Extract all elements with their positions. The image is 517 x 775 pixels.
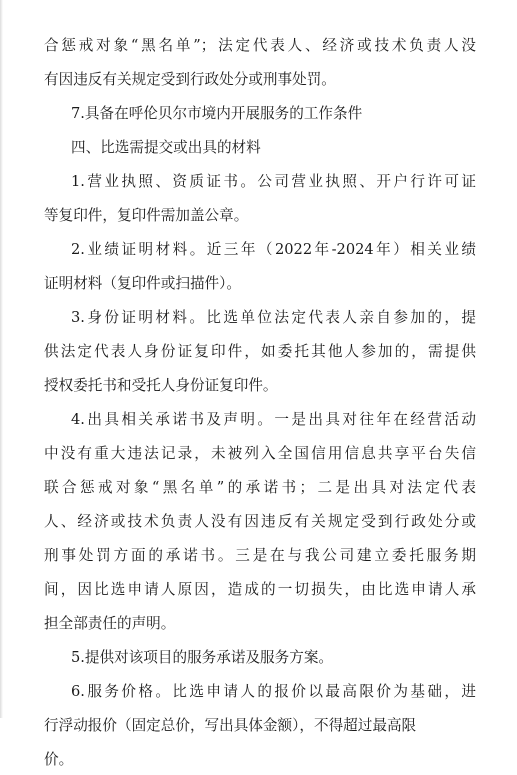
text-line-17: 间，因比选申请人原因，造成的一切损失，由比选申请人承 bbox=[44, 581, 476, 598]
text-line-16: 刑事处罚方面的承诺书。三是在与我公司建立委托服务期 bbox=[44, 547, 476, 564]
text-line-10: 供法定代表人身份证复印件，如委托其他人参加的，需提供 bbox=[44, 343, 476, 360]
text-line-13: 中没有重大违法记录，未被列入全国信用信息共享平台失信 bbox=[44, 445, 476, 462]
text-line-7: 2.业绩证明材料。近三年（2022年-2024年）相关业绩 bbox=[71, 241, 476, 258]
text-line-18: 担全部责任的声明。 bbox=[44, 615, 176, 632]
text-line-5: 1.营业执照、资质证书。公司营业执照、开户行许可证 bbox=[71, 173, 476, 190]
text-line-3: 7.具备在呼伦贝尔市境内开展服务的工作条件 bbox=[71, 105, 363, 122]
text-line-2: 有因违反有关规定受到行政处分或刑事处罚。 bbox=[44, 71, 336, 88]
text-line-20: 6.服务价格。比选申请人的报价以最高限价为基础，进 bbox=[71, 683, 476, 700]
text-line-1: 合惩戒对象“黑名单”；法定代表人、经济或技术负责人没 bbox=[44, 37, 476, 54]
text-line-14: 联合惩戒对象“黑名单”的承诺书；二是出具对法定代表 bbox=[44, 479, 476, 496]
text-line-9: 3.身份证明材料。比选单位法定代表人亲自参加的，提 bbox=[71, 309, 476, 326]
text-line-8: 证明材料（复印件或扫描件）。 bbox=[44, 275, 242, 292]
text-line-11: 授权委托书和受托人身份证复印件。 bbox=[44, 377, 278, 394]
text-line-15: 人、经济或技术负责人没有因违反有关规定受到行政处分或 bbox=[44, 513, 476, 530]
scan-edge-shadow bbox=[0, 0, 3, 718]
text-line-6: 等复印件，复印件需加盖公章。 bbox=[44, 207, 249, 224]
text-line-22: 价。 bbox=[44, 751, 74, 768]
text-line-19: 5.提供对该项目的服务承诺及服务方案。 bbox=[71, 649, 334, 666]
text-line-21: 行浮动报价（固定总价，写出具体金额），不得超过最高限 bbox=[44, 717, 417, 734]
section-heading: 四、比选需提交或出具的材料 bbox=[71, 139, 261, 156]
text-line-12: 4.出具相关承诺书及声明。一是出具对往年在经营活动 bbox=[71, 411, 476, 428]
